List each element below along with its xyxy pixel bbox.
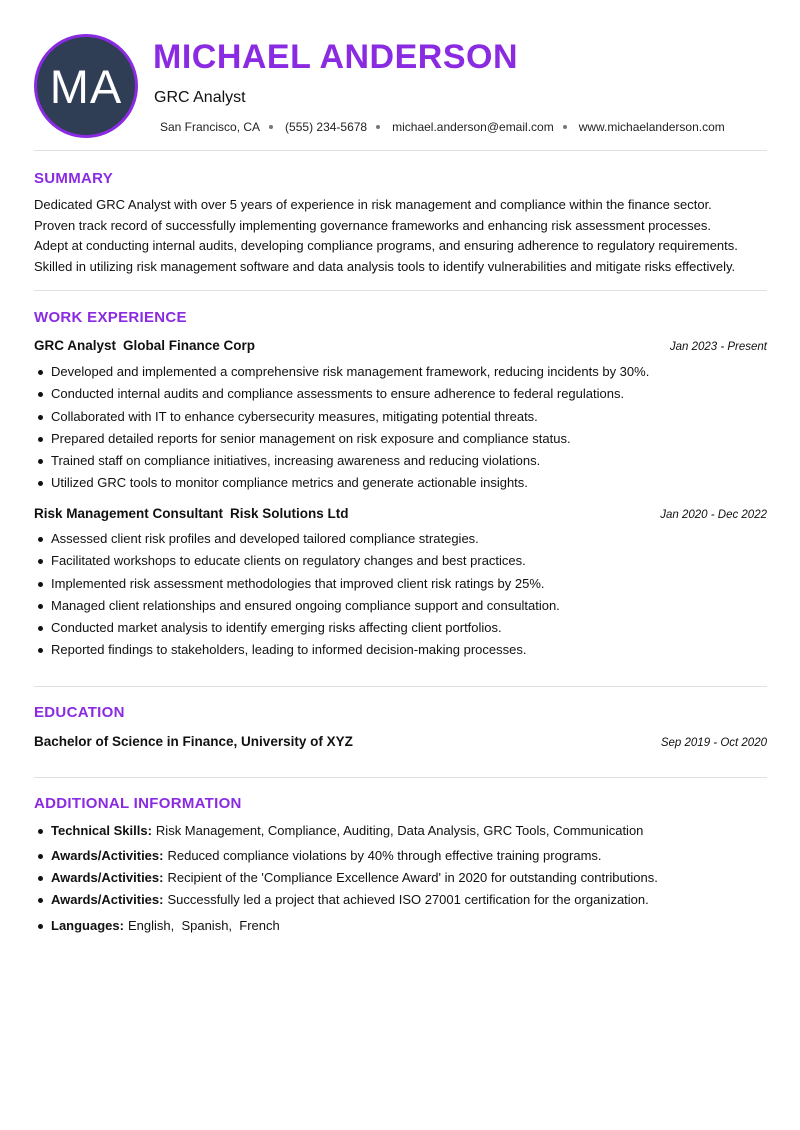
summary-line: Dedicated GRC Analyst with over 5 years of experience in risk management and compliance within the finance sector. [34,197,712,212]
info-text: Recipient of the 'Compliance Excellence Award' in 2020 for outstanding contributions. [167,870,658,885]
divider [34,150,767,151]
list-item: Assessed client risk profiles and developed tailored compliance strategies. [34,528,774,550]
separator-dot [269,125,273,129]
additional-info-heading: ADDITIONAL INFORMATION [34,795,242,812]
job-role: Risk Management Consultant [34,506,224,521]
list-item: Collaborated with IT to enhance cybersecurity measures, mitigating potential threats. [34,406,774,428]
contact-location: San Francisco, CA [160,120,261,134]
divider [34,686,767,687]
job-company: Risk Solutions Ltd [230,506,349,521]
job-dates: Jan 2020 - Dec 2022 [660,509,767,521]
list-item [34,868,774,888]
info-label: Technical Skills: [51,823,152,838]
job-bullets [34,528,774,662]
education-dates: Sep 2019 - Oct 2020 [660,737,767,749]
list-item: Trained staff on compliance initiatives, increasing awareness and reducing violations. [34,450,774,472]
info-label: Awards/Activities: [51,848,164,863]
list-item: Prepared detailed reports for senior management on risk exposure and compliance status. [34,428,774,450]
info-label: Languages: [51,918,124,933]
list-item: Facilitated workshops to educate clients on regulatory changes and best practices. [34,550,774,572]
list-item: Conducted market analysis to identify emerging risks affecting client portfolios. [34,617,774,639]
job-header [34,337,767,356]
separator-dot [563,125,567,129]
summary-heading: SUMMARY [34,170,114,187]
contact-email[interactable]: michael.anderson@email.com [392,120,554,134]
summary-line: Skilled in utilizing risk management software and data analysis tools to identify vulnerabilities and mitigate risks effectively. [34,258,736,274]
info-text: English, Spanish, French [127,918,280,933]
contact-website[interactable]: www.michaelanderson.com [578,120,725,134]
work-experience-heading: WORK EXPERIENCE [34,309,187,326]
job-header [34,505,767,524]
avatar-initials: MA [49,59,123,113]
contact-bar [160,119,725,135]
summary-text [34,195,774,277]
job-bullets [34,361,774,495]
list-item: Developed and implemented a comprehensive risk management framework, reducing incidents by 30%. [34,361,774,383]
list-item: Managed client relationships and ensured ongoing compliance support and consultation. [34,595,774,617]
avatar [34,34,138,138]
divider [34,777,767,778]
education-entry [34,733,767,752]
info-text: Reduced compliance violations by 40% through effective training programs. [167,848,602,863]
candidate-title: GRC Analyst [154,89,246,106]
info-text: Risk Management, Compliance, Auditing, Data Analysis, GRC Tools, Communication [155,823,644,838]
list-item [34,846,774,866]
list-item [34,890,774,910]
info-text: Successfully led a project that achieved ISO 27001 certification for the organization. [167,892,649,907]
list-item [34,821,774,841]
divider [34,290,767,291]
candidate-name: MICHAEL ANDERSON [153,38,519,76]
list-item: Reported findings to stakeholders, leading to informed decision-making processes. [34,639,774,661]
list-item [34,916,774,936]
summary-line: Adept at conducting internal audits, developing compliance programs, and ensuring adherence to regulatory requirements. [34,238,738,253]
additional-info-list [34,821,774,936]
list-item: Implemented risk assessment methodologies that improved client risk ratings by 25%. [34,573,774,595]
info-label: Awards/Activities: [51,892,164,907]
separator-dot [376,125,380,129]
job-company: Global Finance Corp [123,338,256,353]
summary-line: Proven track record of successfully implementing governance frameworks and enhancing risk assessment processes. [34,217,712,233]
contact-phone: (555) 234-5678 [285,120,368,134]
job-role: GRC Analyst [34,338,117,353]
education-degree: Bachelor of Science in Finance, University of XYZ [34,734,353,749]
job-dates: Jan 2023 - Present [669,341,767,353]
list-item: Utilized GRC tools to monitor compliance metrics and generate actionable insights. [34,472,774,494]
education-heading: EDUCATION [34,704,125,721]
list-item: Conducted internal audits and compliance assessments to ensure adherence to federal regulations. [34,383,774,405]
info-label: Awards/Activities: [51,870,164,885]
